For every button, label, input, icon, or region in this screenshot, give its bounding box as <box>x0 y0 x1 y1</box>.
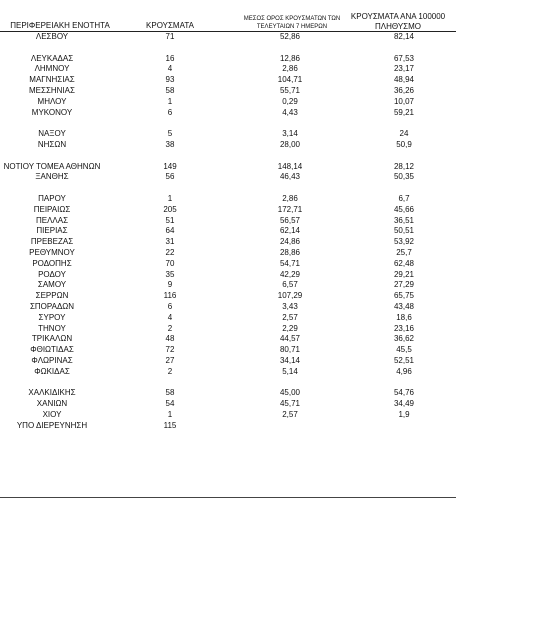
table-row <box>0 291 460 302</box>
cases-cell: 2 <box>167 366 173 376</box>
table-row <box>0 226 460 237</box>
region-cell: ΝΟΤΙΟΥ ΤΟΜΕΑ ΑΘΗΝΩΝ <box>3 161 101 171</box>
rate-per-100k-cell: 67,53 <box>393 53 415 63</box>
table-row <box>0 410 460 421</box>
seven-day-average-cell: 54,71 <box>279 258 301 268</box>
seven-day-average-cell: 2,57 <box>282 409 298 419</box>
region-cell: ΣΑΜΟΥ <box>37 280 67 290</box>
table-row <box>0 75 460 86</box>
rate-per-100k-cell: 50,9 <box>396 139 412 149</box>
table-row <box>0 237 460 248</box>
cases-cell: 149 <box>163 161 177 171</box>
seven-day-average-cell: 2,86 <box>282 193 298 203</box>
region-cell: ΡΟΔΟΠΗΣ <box>32 258 72 268</box>
cases-cell: 1 <box>167 409 173 419</box>
seven-day-average-cell: 52,86 <box>279 32 301 41</box>
rate-per-100k-cell: 25,7 <box>396 247 412 257</box>
rate-per-100k-cell: 28,12 <box>393 161 415 171</box>
region-cell: ΣΕΡΡΩΝ <box>35 291 69 301</box>
table-row <box>0 140 460 151</box>
table-body <box>0 32 460 431</box>
seven-day-average-cell: 5,14 <box>282 366 298 376</box>
rate-per-100k-cell: 59,21 <box>393 107 415 117</box>
table-row <box>0 334 460 345</box>
seven-day-average-cell: 34,14 <box>279 355 301 365</box>
table-row <box>0 313 460 324</box>
cases-cell: 116 <box>163 291 177 301</box>
seven-day-average-cell: 42,29 <box>279 269 301 279</box>
region-cell: ΧΙΟΥ <box>42 409 62 419</box>
header-seven-day-average <box>222 15 362 31</box>
table-row <box>0 129 460 140</box>
region-cell: ΠΡΕΒΕΖΑΣ <box>30 237 74 247</box>
seven-day-average-cell: 28,00 <box>279 139 301 149</box>
cases-cell: 38 <box>165 139 175 149</box>
rate-per-100k-cell: 27,29 <box>393 280 415 290</box>
rate-per-100k-cell: 36,51 <box>393 215 415 225</box>
table-row <box>0 162 460 173</box>
cases-cell: 205 <box>163 204 177 214</box>
seven-day-average-cell: 56,57 <box>279 215 301 225</box>
cases-cell: 4 <box>167 64 173 74</box>
cases-cell: 58 <box>165 85 175 95</box>
cases-cell: 72 <box>165 345 175 355</box>
rate-per-100k-cell: 36,62 <box>393 334 415 344</box>
seven-day-average-cell: 104,71 <box>277 75 303 85</box>
table-row <box>0 280 460 291</box>
seven-day-average-cell: 172,71 <box>277 204 303 214</box>
seven-day-average-cell: 46,43 <box>279 172 301 182</box>
rate-per-100k-cell: 82,14 <box>393 32 415 41</box>
table-row <box>0 324 460 335</box>
region-cell: ΞΑΝΘΗΣ <box>35 172 69 182</box>
blank-row <box>0 151 460 162</box>
cases-cell: 93 <box>165 75 175 85</box>
table-row <box>0 270 460 281</box>
header-region: ΠΕΡΙΦΕΡΕΙΑΚΗ ΕΝΟΤΗΤΑ <box>10 21 110 30</box>
rate-per-100k-cell: 24 <box>399 129 409 139</box>
cases-cell: 48 <box>165 334 175 344</box>
cases-cell: 51 <box>165 215 175 225</box>
region-cell: ΥΠΟ ΔΙΕΡΕΥΝΗΣΗ <box>16 420 88 430</box>
table-row <box>0 205 460 216</box>
rate-per-100k-cell: 34,49 <box>393 399 415 409</box>
region-cell: ΤΗΝΟΥ <box>38 323 66 333</box>
rate-per-100k-cell: 50,35 <box>393 172 415 182</box>
region-cell: ΝΑΞΟΥ <box>38 129 66 139</box>
region-cell: ΣΥΡΟΥ <box>38 312 66 322</box>
rate-per-100k-cell: 54,76 <box>393 388 415 398</box>
region-cell: ΜΥΚΟΝΟΥ <box>31 107 73 117</box>
table-row <box>0 32 460 43</box>
region-cell: ΜΑΓΝΗΣΙΑΣ <box>29 75 75 85</box>
cases-cell: 1 <box>167 193 173 203</box>
rate-per-100k-cell: 45,66 <box>393 204 415 214</box>
seven-day-average-cell: 62,14 <box>279 226 301 236</box>
blank-row <box>0 118 460 129</box>
table-row <box>0 421 460 432</box>
rate-per-100k-cell: 23,17 <box>393 64 415 74</box>
blank-row <box>0 43 460 54</box>
seven-day-average-cell: 12,86 <box>279 53 301 63</box>
header-rate-line1: ΚΡΟΥΣΜΑΤΑ ΑΝΑ 100000 <box>350 12 446 21</box>
rate-per-100k-cell: 53,92 <box>393 237 415 247</box>
rate-per-100k-cell: 62,48 <box>393 258 415 268</box>
cases-cell: 54 <box>165 399 175 409</box>
cases-cell: 35 <box>165 269 175 279</box>
rate-per-100k-cell: 1,9 <box>398 409 410 419</box>
cases-cell: 9 <box>167 280 173 290</box>
cases-cell: 58 <box>165 388 175 398</box>
cases-cell: 22 <box>165 247 175 257</box>
region-cell: ΡΟΔΟΥ <box>38 269 66 279</box>
blank-row <box>0 183 460 194</box>
blank-row <box>0 378 460 389</box>
cases-cell: 27 <box>165 355 175 365</box>
table-row <box>0 302 460 313</box>
region-cell: ΠΙΕΡΙΑΣ <box>36 226 68 236</box>
cases-cell: 16 <box>165 53 175 63</box>
rate-per-100k-cell: 29,21 <box>393 269 415 279</box>
header-rate-line2: ΠΛΗΘΥΣΜΟ <box>374 22 422 31</box>
table-row <box>0 194 460 205</box>
seven-day-average-cell: 107,29 <box>277 291 303 301</box>
table-row <box>0 248 460 259</box>
seven-day-average-cell: 4,43 <box>282 107 298 117</box>
header-cases-per-100k <box>348 12 448 32</box>
region-cell: ΠΑΡΟΥ <box>38 193 66 203</box>
table-row <box>0 97 460 108</box>
seven-day-average-cell: 0,29 <box>282 96 298 106</box>
region-cell: ΠΕΛΛΑΣ <box>35 215 69 225</box>
seven-day-average-cell: 55,71 <box>279 85 301 95</box>
rate-per-100k-cell: 10,07 <box>393 96 415 106</box>
region-cell: ΜΕΣΣΗΝΙΑΣ <box>29 85 75 95</box>
region-cell: ΝΗΣΩΝ <box>37 139 67 149</box>
seven-day-average-cell: 2,86 <box>282 64 298 74</box>
cases-cell: 56 <box>165 172 175 182</box>
rate-per-100k-cell: 45,5 <box>396 345 412 355</box>
seven-day-average-cell: 3,14 <box>282 129 298 139</box>
table-row <box>0 388 460 399</box>
table-row <box>0 399 460 410</box>
table-row <box>0 367 460 378</box>
table-bottom-border <box>0 497 456 498</box>
table-row <box>0 259 460 270</box>
seven-day-average-cell: 80,71 <box>279 345 301 355</box>
region-cell: ΡΕΘΥΜΝΟΥ <box>29 247 75 257</box>
seven-day-average-cell: 2,57 <box>282 312 298 322</box>
rate-per-100k-cell: 48,94 <box>393 75 415 85</box>
table-row <box>0 64 460 75</box>
header-avg-line1: ΜΕΣΟΣ ΟΡΟΣ ΚΡΟΥΣΜΑΤΩΝ ΤΩΝ <box>243 16 341 22</box>
region-cell: ΛΕΣΒΟΥ <box>35 32 69 41</box>
table-row <box>0 345 460 356</box>
cases-cell: 5 <box>167 129 173 139</box>
rate-per-100k-cell: 43,48 <box>393 301 415 311</box>
table-row <box>0 356 460 367</box>
cases-cell: 70 <box>165 258 175 268</box>
seven-day-average-cell: 44,57 <box>279 334 301 344</box>
rate-per-100k-cell: 6,7 <box>398 193 410 203</box>
seven-day-average-cell: 45,00 <box>279 388 301 398</box>
seven-day-average-cell: 24,86 <box>279 237 301 247</box>
table-row <box>0 216 460 227</box>
region-cell: ΠΕΙΡΑΙΩΣ <box>33 204 71 214</box>
region-cell: ΦΩΚΙΔΑΣ <box>34 366 70 376</box>
rate-per-100k-cell: 65,75 <box>393 291 415 301</box>
header-avg-line2: ΤΕΛΕΥΤΑΙΩΝ 7 ΗΜΕΡΩΝ <box>256 24 328 30</box>
cases-cell: 6 <box>167 107 173 117</box>
region-cell: ΧΑΛΚΙΔΙΚΗΣ <box>28 388 76 398</box>
region-cell: ΣΠΟΡΑΔΩΝ <box>29 301 75 311</box>
region-cell: ΤΡΙΚΑΛΩΝ <box>31 334 73 344</box>
seven-day-average-cell: 6,57 <box>282 280 298 290</box>
table-row <box>0 108 460 119</box>
region-cell: ΦΘΙΩΤΙΔΑΣ <box>30 345 74 355</box>
cases-cell: 115 <box>163 420 177 430</box>
table-row <box>0 172 460 183</box>
rate-per-100k-cell: 4,96 <box>396 366 412 376</box>
rate-per-100k-cell: 52,51 <box>393 355 415 365</box>
seven-day-average-cell: 45,71 <box>279 399 301 409</box>
cases-cell: 31 <box>165 237 175 247</box>
rate-per-100k-cell: 36,26 <box>393 85 415 95</box>
region-cell: ΧΑΝΙΩΝ <box>36 399 68 409</box>
seven-day-average-cell: 148,14 <box>277 161 303 171</box>
region-cell: ΦΛΩΡΙΝΑΣ <box>31 355 73 365</box>
rate-per-100k-cell: 23,16 <box>393 323 415 333</box>
seven-day-average-cell: 3,43 <box>282 301 298 311</box>
rate-per-100k-cell: 18,6 <box>396 312 412 322</box>
region-cell: ΛΕΥΚΑΔΑΣ <box>30 53 74 63</box>
rate-per-100k-cell: 50,51 <box>393 226 415 236</box>
cases-cell: 2 <box>167 323 173 333</box>
cases-cell: 4 <box>167 312 173 322</box>
seven-day-average-cell: 28,86 <box>279 247 301 257</box>
region-cell: ΜΗΛΟΥ <box>37 96 67 106</box>
seven-day-average-cell: 2,29 <box>282 323 298 333</box>
cases-cell: 6 <box>167 301 173 311</box>
cases-cell: 71 <box>165 32 175 41</box>
table-row <box>0 54 460 65</box>
cases-cell: 1 <box>167 96 173 106</box>
table-row <box>0 86 460 97</box>
region-cell: ΛΗΜΝΟΥ <box>34 64 70 74</box>
cases-cell: 64 <box>165 226 175 236</box>
header-cases: ΚΡΟΥΣΜΑΤΑ <box>146 21 194 30</box>
